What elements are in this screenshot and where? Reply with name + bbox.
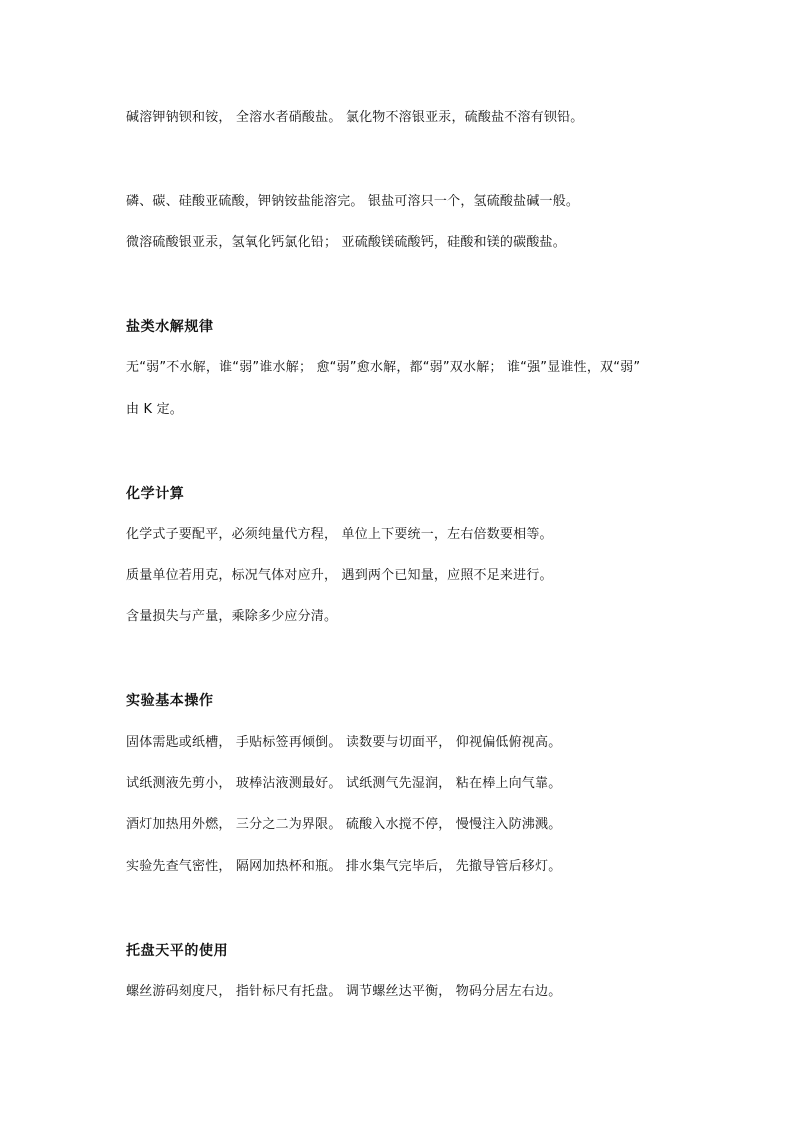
section-heading: 化学计算 [126, 486, 185, 502]
text-line: 无“弱”不水解，谁“弱”谁水解； 愈“弱”愈水解，都“弱”双水解； 谁“强”显谁性，双“弱” [126, 360, 641, 375]
text-line: 微溶硫酸银亚汞，氢氧化钙氯化铅； 亚硫酸镁硫酸钙，硅酸和镁的碳酸盐。 [126, 235, 566, 250]
text-line: 碱溶钾钠钡和铵， 全溶水者硝酸盐。 氯化物不溶银亚汞，硫酸盐不溶有钡铅。 [126, 110, 584, 125]
text-line: 磷、碳、硅酸亚硫酸，钾钠铵盐能溶完。 银盐可溶只一个，氢硫酸盐碱一般。 [126, 194, 580, 209]
text-line: 螺丝游码刻度尺， 指针标尺有托盘。 调节螺丝达平衡， 物码分居左右边。 [126, 984, 562, 999]
text-line: 化学式子要配平，必须纯量代方程， 单位上下要统一，左右倍数要相等。 [126, 527, 553, 542]
text-line: 实验先查气密性， 隔网加热杯和瓶。 排水集气完毕后， 先撤导管后移灯。 [126, 859, 562, 874]
text-line: 试纸测液先剪小， 玻棒沾液测最好。 试纸测气先湿润， 粘在棒上向气靠。 [126, 776, 562, 791]
section-heading: 实验基本操作 [126, 693, 214, 709]
section-heading: 盐类水解规律 [126, 319, 214, 335]
text-line: 质量单位若用克，标况气体对应升， 遇到两个已知量，应照不足来进行。 [126, 568, 553, 583]
text-line: 固体需匙或纸槽， 手贴标签再倾倒。 读数要与切面平， 仰视偏低俯视高。 [126, 735, 562, 750]
section-heading: 托盘天平的使用 [126, 943, 229, 959]
text-line: 酒灯加热用外燃， 三分之二为界限。 硫酸入水搅不停， 慢慢注入防沸溅。 [126, 817, 562, 832]
text-line: 含量损失与产量，乘除多少应分清。 [126, 609, 338, 624]
text-line: 由 K 定。 [126, 402, 183, 417]
